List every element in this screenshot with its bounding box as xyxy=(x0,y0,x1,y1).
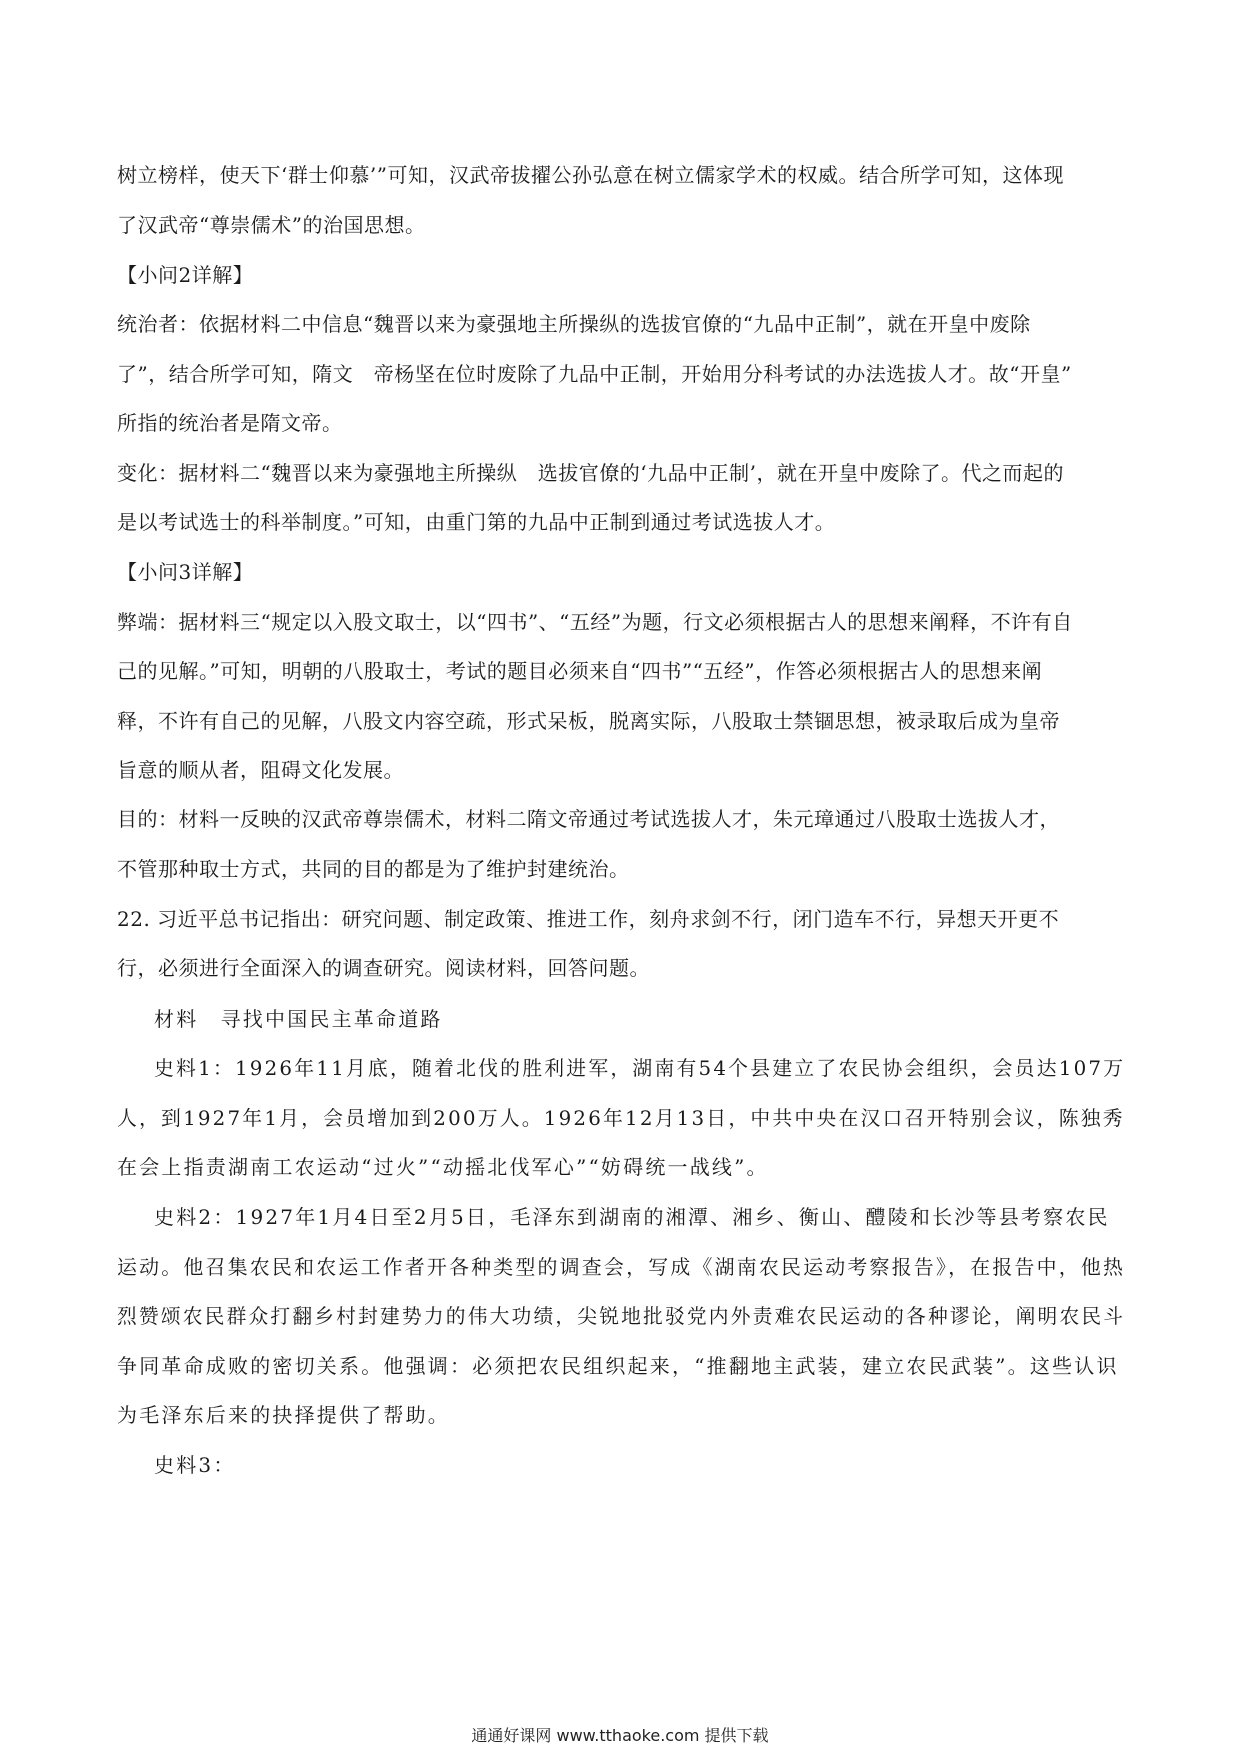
q3-text-line: 目的：材料一反映的汉武帝尊崇儒术，材料二隋文帝通过考试选拔人才，朱元璋通过八股取士选拔人才， xyxy=(117,807,1060,831)
source-1-line: 人，到1927年1月，会员增加到200万人。1926年12月13日，中共中央在汉口召开特别会议，陈独秀 xyxy=(117,1106,1125,1130)
source-2-line: 为毛泽东后来的抉择提供了帮助。 xyxy=(117,1403,450,1427)
source-1-line: 史料1：1926年11月底，随着北伐的胜利进军，湖南有54个县建立了农民协会组织，会员达107万 xyxy=(154,1056,1126,1080)
q3-text-line: 弊端：据材料三“规定以入股文取士，以“四书”、“五经”为题，行文必须根据古人的思想来阐释，不许有自 xyxy=(117,610,1073,634)
source-1-line: 在会上指责湖南工农运动“过火”“动摇北伐军心”“妨碍统一战线”。 xyxy=(117,1155,769,1179)
q2-text-line: 变化：据材料二“魏晋以来为豪强地主所操纵 选拔官僚的‘九品中正制’，就在开皇中废除了。代之而起的 xyxy=(117,461,1064,485)
q3-text-line: 己的见解。”可知，明朝的八股取士，考试的题目必须来自“四书”“五经”，作答必须根据古人的思想来阐 xyxy=(117,659,1043,683)
q2-text-line: 所指的统治者是隋文帝。 xyxy=(117,411,343,435)
source-2-line: 烈赞颂农民群众打翻乡村封建势力的伟大功绩，尖锐地批驳党内外责难农民运动的各种谬论，阐明农民斗 xyxy=(117,1304,1126,1328)
source-2-line: 运动。他召集农民和农运工作者开各种类型的调查会，写成《湖南农民运动考察报告》，在报告中，他热 xyxy=(117,1255,1126,1279)
question-22-text-line: 行，必须进行全面深入的调查研究。阅读材料，回答问题。 xyxy=(117,956,650,980)
source-3-label: 史料3： xyxy=(154,1453,236,1477)
q2-text-line: 统治者：依据材料二中信息“魏晋以来为豪强地主所操纵的选拔官僚的“九品中正制”，就在开皇中废除 xyxy=(117,312,1031,336)
q1-text-line: 了汉武帝“尊崇儒术”的治国思想。 xyxy=(117,213,426,237)
source-2-line: 史料2：1927年1月4日至2月5日，毛泽东到湖南的湘潭、湘乡、衡山、醴陵和长沙等县考察农民 xyxy=(154,1205,1110,1229)
q3-text-line: 释，不许有自己的见解，八股文内容空疏，形式呆板，脱离实际，八股取士禁锢思想，被录取后成为皇帝 xyxy=(117,709,1060,733)
source-2-line: 争同革命成败的密切关系。他强调：必须把农民组织起来，“推翻地主武装，建立农民武装”。这些认识 xyxy=(117,1354,1119,1378)
q1-text-line: 树立榜样，使天下‘群士仰慕’”可知，汉武帝拔擢公孙弘意在树立儒家学术的权威。结合所学可知，这体现 xyxy=(117,163,1064,187)
footer-download-notice: 通通好课网 www.tthaoke.com 提供下载 xyxy=(471,1726,769,1745)
question-22-text-line: 22. 习近平总书记指出：研究问题、制定政策、推进工作，刻舟求剑不行，闭门造车不行，异想天开更不 xyxy=(117,907,1060,931)
q2-header: 【小问2详解】 xyxy=(117,263,254,287)
q3-text-line: 旨意的顺从者，阻碍文化发展。 xyxy=(117,758,404,782)
q3-text-line: 不管那种取士方式，共同的目的都是为了维护封建统治。 xyxy=(117,857,630,881)
q2-text-line: 了”，结合所学可知，隋文 帝杨坚在位时废除了九品中正制，开始用分科考试的办法选拔人才。故“开皇” xyxy=(117,362,1072,386)
material-title: 材料 寻找中国民主革命道路 xyxy=(154,1007,443,1031)
q2-text-line: 是以考试选士的科举制度。”可知，由重门第的九品中正制到通过考试选拔人才。 xyxy=(117,510,836,534)
q3-header: 【小问3详解】 xyxy=(117,560,254,584)
